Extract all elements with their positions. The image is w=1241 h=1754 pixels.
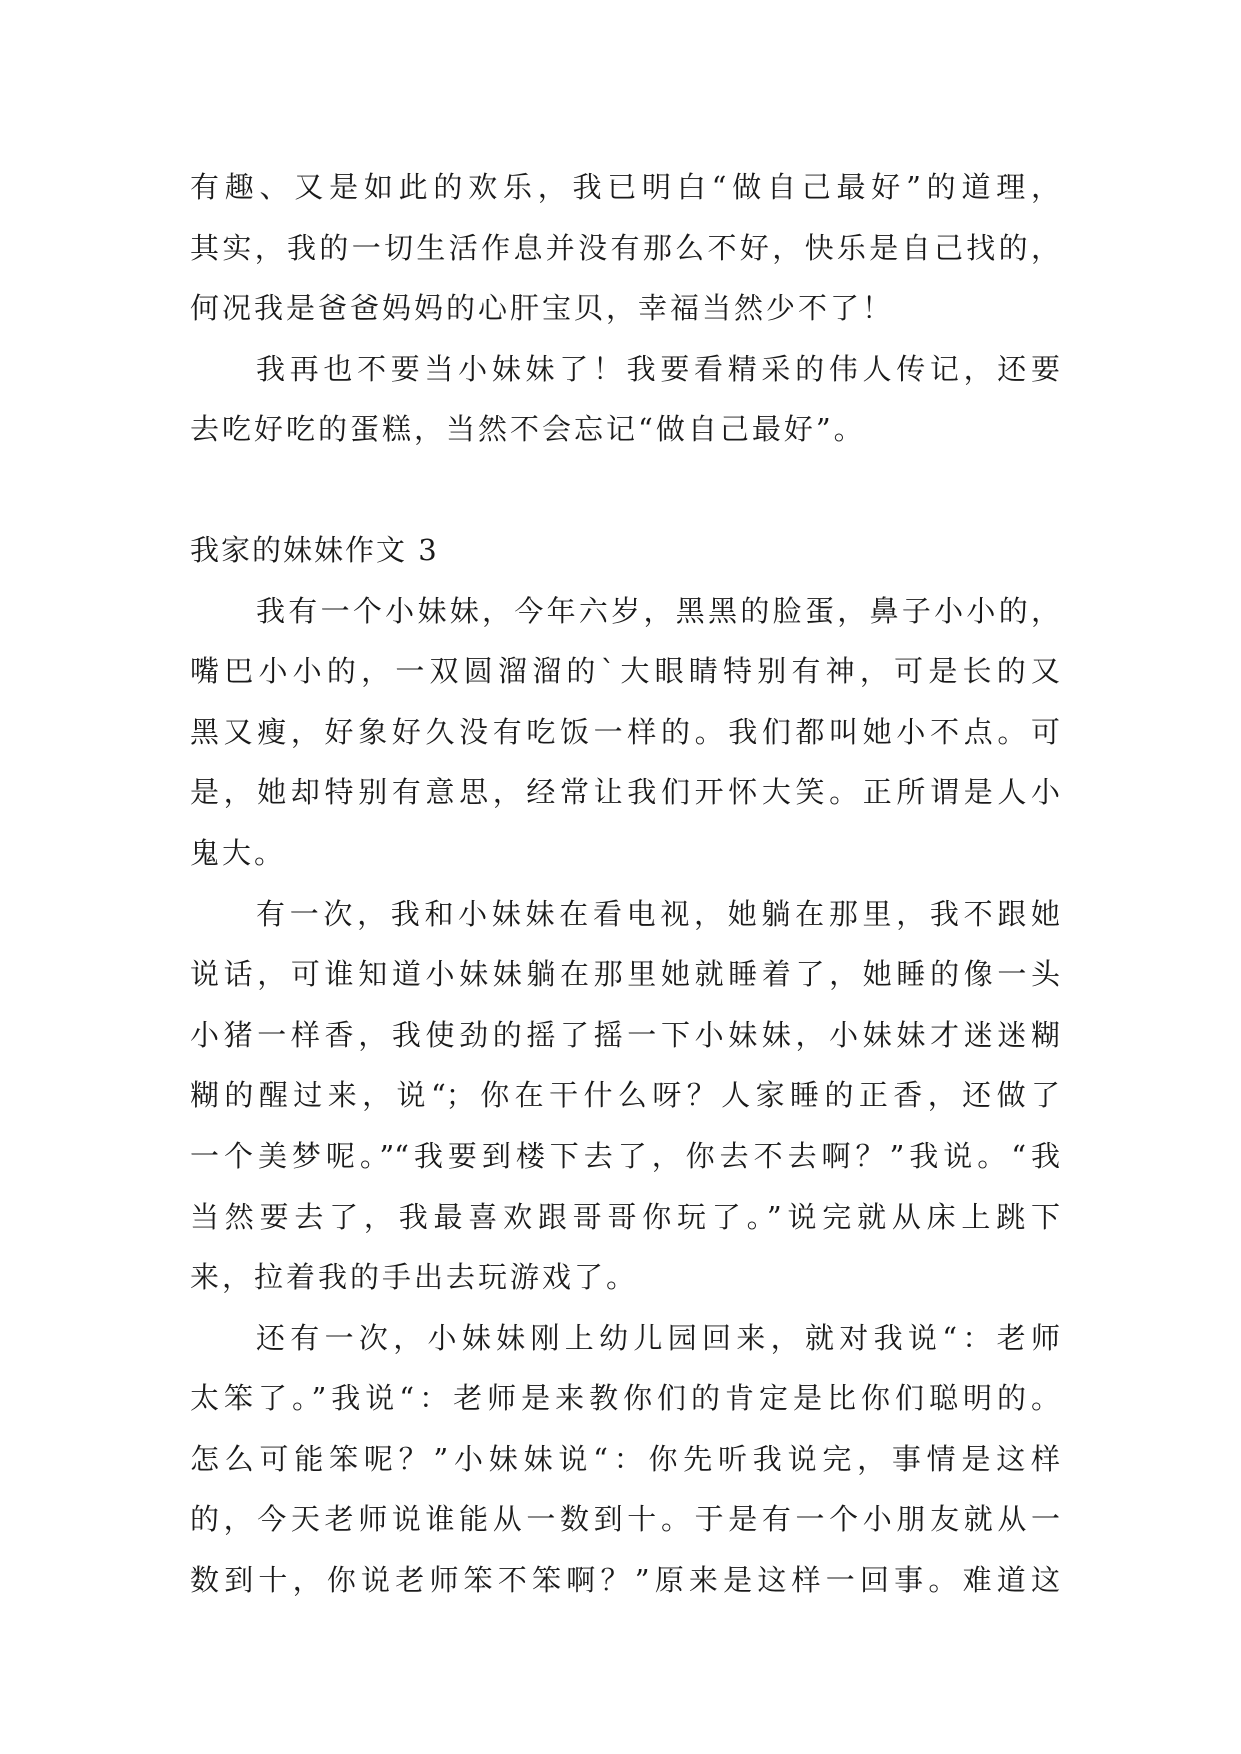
paragraph-line: 太笨了。”我说“：老师是来教你们的肯定是比你们聪明的。	[190, 1381, 1060, 1416]
paragraph-line: 我再也不要当小妹妹了！我要看精采的伟人传记，还要	[256, 351, 1060, 386]
paragraph-line: 鬼大。	[190, 835, 287, 870]
paragraph-line: 的，今天老师说谁能从一数到十。于是有一个小朋友就从一	[190, 1502, 1060, 1537]
paragraph-line: 我有一个小妹妹，今年六岁，黑黑的脸蛋，鼻子小小的，	[256, 593, 1060, 628]
paragraph-1	[190, 157, 1060, 339]
paragraph-line: 糊的醒过来，说“；你在干什么呀？人家睡的正香，还做了	[190, 1078, 1060, 1113]
paragraph-line: 来，拉着我的手出去玩游戏了。	[190, 1260, 639, 1295]
paragraph-line: 说话，可谁知道小妹妹躺在那里她就睡着了，她睡的像一头	[190, 957, 1060, 992]
paragraph-3	[190, 581, 1060, 884]
paragraph-line: 一个美梦呢。”“我要到楼下去了，你去不去啊？”我说。“我	[190, 1138, 1060, 1173]
paragraph-line: 其实，我的一切生活作息并没有那么不好，快乐是自己找的，	[190, 230, 1060, 265]
paragraph-line: 还有一次，小妹妹刚上幼儿园回来，就对我说“：老师	[256, 1320, 1060, 1355]
paragraph-line: 何况我是爸爸妈妈的心肝宝贝，幸福当然少不了！	[190, 291, 895, 326]
document-body	[190, 157, 1060, 1611]
paragraph-line: 怎么可能笨呢？”小妹妹说“：你先听我说完，事情是这样	[190, 1441, 1060, 1476]
paragraph-2	[190, 339, 1060, 460]
paragraph-4	[190, 884, 1060, 1308]
paragraph-line: 黑又瘦，好象好久没有吃饭一样的。我们都叫她小不点。可	[190, 714, 1060, 749]
paragraph-line: 有一次，我和小妹妹在看电视，她躺在那里，我不跟她	[256, 896, 1060, 931]
section-title: 我家的妹妹作文 3	[190, 532, 439, 567]
paragraph-line: 是，她却特别有意思，经常让我们开怀大笑。正所谓是人小	[190, 775, 1060, 810]
paragraph-line: 数到十，你说老师笨不笨啊？”原来是这样一回事。难道这	[190, 1563, 1060, 1598]
paragraph-line: 有趣、又是如此的欢乐，我已明白“做自己最好”的道理，	[190, 170, 1060, 204]
paragraph-line: 当然要去了，我最喜欢跟哥哥你玩了。”说完就从床上跳下	[190, 1199, 1060, 1234]
paragraph-line: 去吃好吃的蛋糕，当然不会忘记“做自己最好”。	[190, 412, 866, 447]
paragraph-line: 嘴巴小小的，一双圆溜溜的`大眼睛特别有神，可是长的又	[190, 654, 1060, 689]
paragraph-5	[190, 1308, 1060, 1611]
blank-line	[190, 460, 1060, 520]
paragraph-line: 小猪一样香，我使劲的摇了摇一下小妹妹，小妹妹才迷迷糊	[190, 1017, 1060, 1052]
